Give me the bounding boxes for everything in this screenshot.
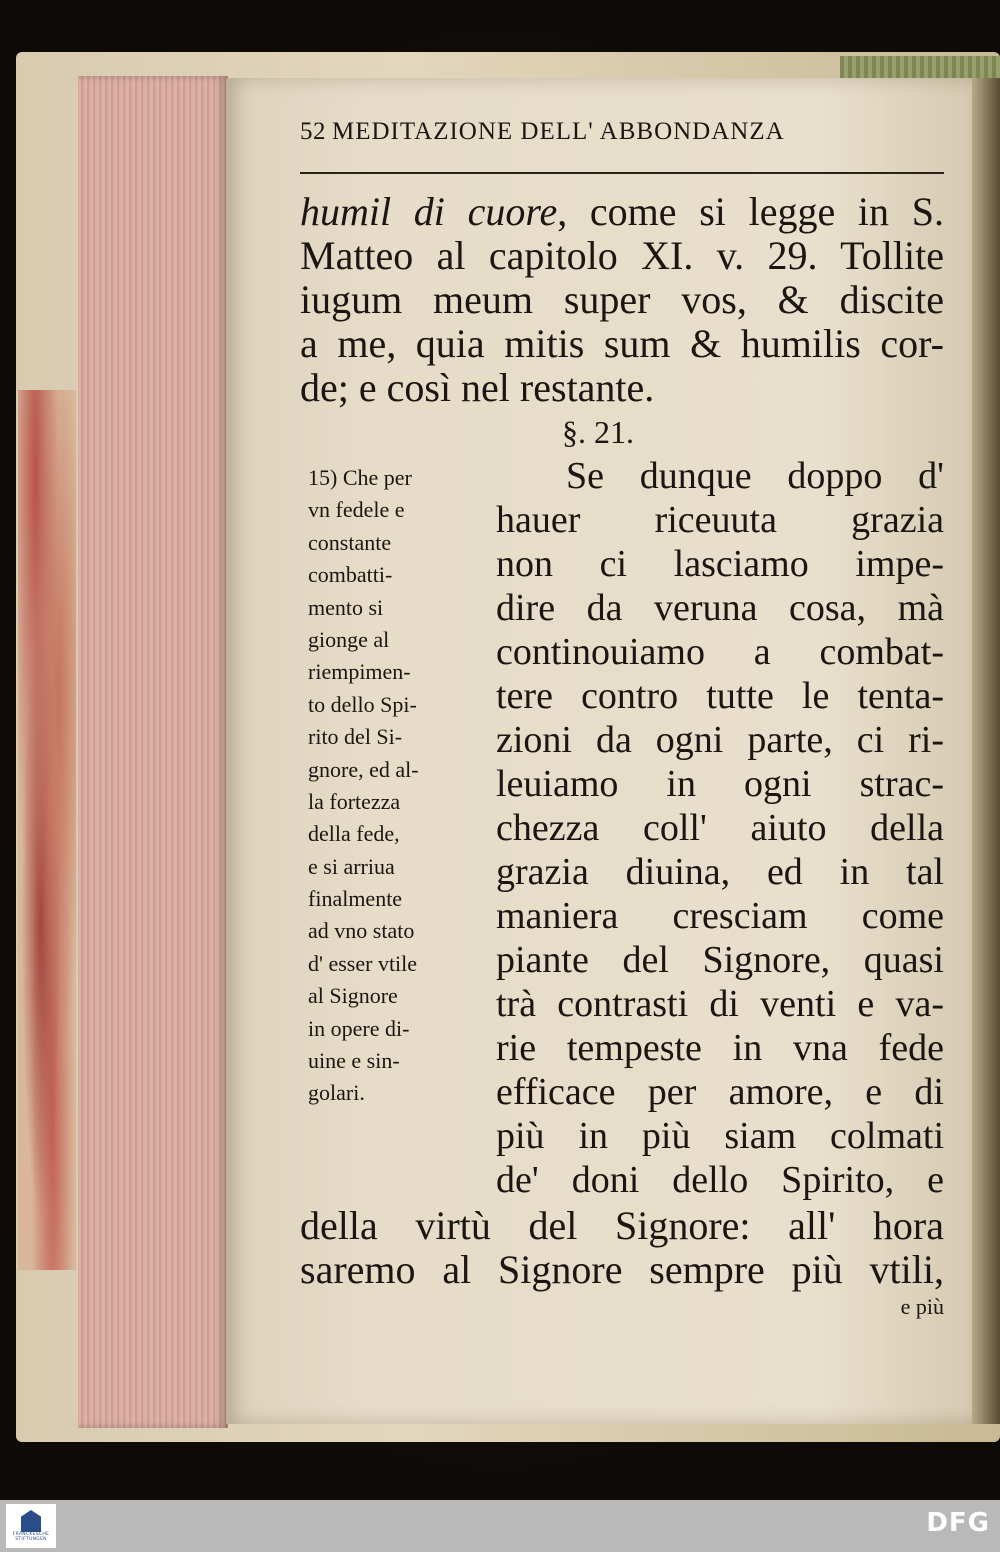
margin-line: e si arriua	[308, 853, 395, 879]
text-line: hauer riceuuta grazia	[496, 499, 944, 541]
margin-line: finalmente	[308, 886, 403, 912]
text-line: Matteo al capitolo XI. v. 29. Tollite	[300, 233, 944, 278]
logo-text-line: FRANCKESCHE	[12, 1532, 50, 1537]
text-line: non ci lasciamo impe-	[496, 543, 944, 585]
text-line: più in più siam colmati	[496, 1115, 944, 1157]
text-line: maniera cresciam come	[496, 895, 944, 937]
margin-line: d' esser vtile	[308, 950, 418, 976]
text-line: efficace per amore, e di	[496, 1071, 944, 1113]
page-edges	[78, 76, 228, 1428]
marbled-endpaper	[18, 390, 76, 1270]
green-binding-edge	[840, 56, 1000, 78]
page-number: 52	[300, 118, 326, 145]
margin-line: mento si	[308, 594, 384, 620]
italic-phrase: humil di cuore	[300, 189, 558, 234]
text-line: de' doni dello Spirito, e	[496, 1159, 944, 1201]
margin-line: golari.	[308, 1080, 365, 1106]
franckesche-stiftungen-logo[interactable]	[6, 1504, 56, 1548]
margin-line: riempimen-	[308, 659, 411, 685]
text-line: Se dunque doppo d'	[566, 455, 944, 497]
running-header	[300, 118, 950, 158]
margin-line: in opere di-	[308, 1015, 410, 1041]
text-line: saremo al Signore sempre più vtili,	[300, 1247, 944, 1292]
section-mark: §. 21.	[562, 414, 634, 450]
text-line: de; e così nel restante.	[300, 365, 655, 410]
text-line: grazia diuina, ed in tal	[496, 851, 944, 893]
margin-line: constante	[308, 529, 392, 555]
intro-paragraph	[300, 190, 950, 410]
text-line: dire da veruna cosa, mà	[496, 587, 944, 629]
viewer-footer-bar	[0, 1500, 1000, 1552]
margin-line: gionge al	[308, 626, 390, 652]
header-rule	[300, 172, 944, 182]
margin-line: la fortezza	[308, 788, 401, 814]
text-line: a me, quia mitis sum & humilis cor-	[300, 321, 944, 366]
margin-line: al Signore	[308, 983, 398, 1009]
text-line: trà contrasti di venti e va-	[496, 983, 944, 1025]
closing-lines	[300, 1204, 950, 1292]
margin-line: combatti-	[308, 562, 393, 588]
margin-line: 15) Che per	[308, 465, 412, 490]
text-line: chezza coll' aiuto della	[496, 807, 944, 849]
margin-line: della fede,	[308, 821, 400, 847]
text-line: continouiamo a combat-	[496, 631, 944, 673]
margin-line: to dello Spi-	[308, 691, 417, 717]
text-line: della virtù del Signore: all' hora	[300, 1203, 944, 1248]
dfg-logo[interactable]: DFG	[926, 1508, 990, 1538]
margin-line: ad vno stato	[308, 918, 415, 944]
building-icon	[21, 1510, 41, 1532]
text-line: rie tempeste in vna fede	[496, 1027, 944, 1069]
text-line: iugum meum super vos, & discite	[300, 277, 944, 322]
main-column	[496, 454, 944, 1202]
body-with-margin	[300, 454, 950, 1204]
text-line: leuiamo in ogni strac-	[496, 763, 944, 805]
text-line: piante del Signore, quasi	[496, 939, 944, 981]
margin-line: gnore, ed al-	[308, 756, 419, 782]
running-title: MEDITAZIONE DELL' ABBONDANZA	[332, 118, 785, 145]
margin-line: uine e sin-	[308, 1048, 400, 1074]
page-text	[300, 118, 950, 1320]
text-line: tere contro tutte le tenta-	[496, 675, 944, 717]
text-line: zioni da ogni parte, ci ri-	[496, 719, 944, 761]
text-line: humil di cuore, come si legge in S.	[300, 189, 944, 234]
margin-line: vn fedele e	[308, 497, 405, 523]
margin-note	[308, 462, 488, 1110]
logo-text-line: STIFTUNGEN	[15, 1537, 47, 1542]
spine-shadow	[972, 78, 1000, 1424]
margin-line: rito del Si-	[308, 724, 403, 750]
catchword: e più	[900, 1294, 944, 1319]
